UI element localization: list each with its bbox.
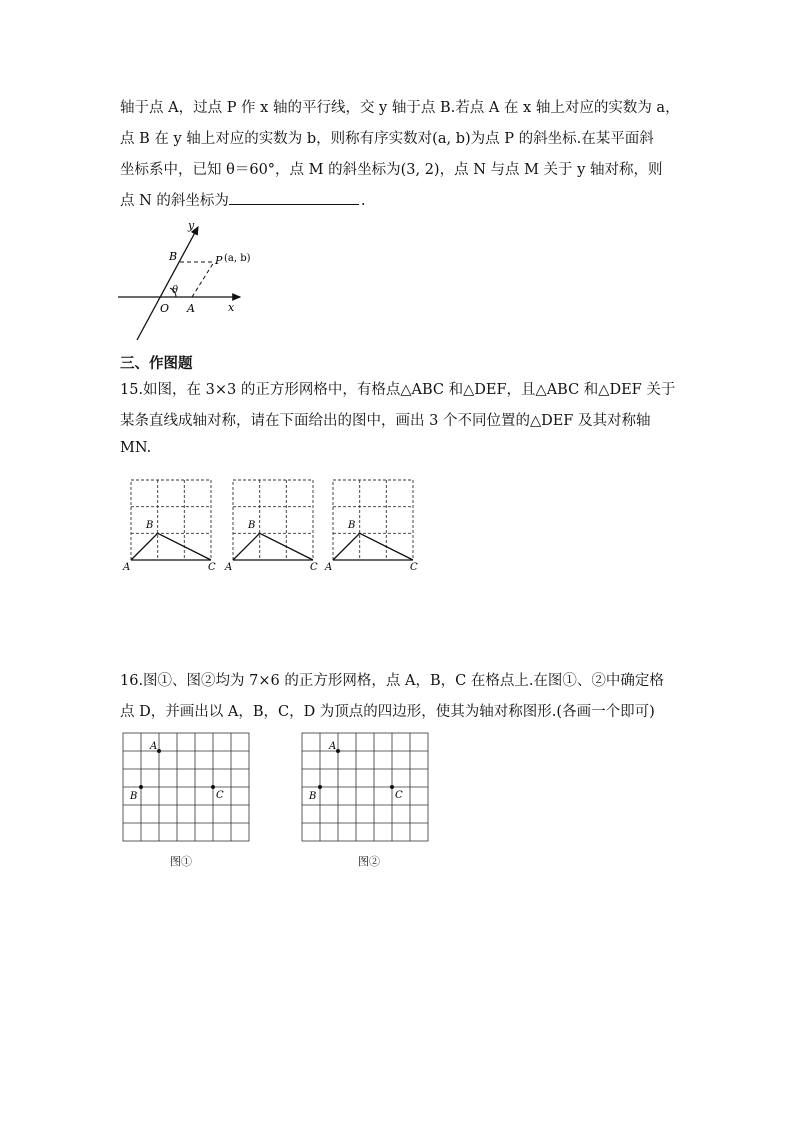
point-b-label: B [169, 250, 178, 263]
fig1-label-a: A [150, 741, 158, 752]
grid1-label-c: C [208, 562, 216, 573]
triangle-abc [233, 533, 313, 560]
problem15-line3: MN. [120, 440, 152, 456]
grid2-label-a: A [225, 562, 233, 573]
problem14-line3: 坐标系中，已知 θ＝60°，点 M 的斜坐标为(3, 2)，点 N 与点 M 关于 y 轴对称，则 [120, 162, 663, 178]
fig2-label-b: B [309, 791, 317, 802]
point-p-label: P [215, 254, 223, 267]
triangle-abc [333, 533, 413, 560]
problem14-line4 [120, 189, 366, 210]
problem16-line1: 16.图①、图②均为 7×6 的正方形网格，点 A，B，C 在格点上.在图①、②中确定格 [120, 673, 664, 689]
y-axis-label: y [188, 219, 195, 232]
point-c-dot [211, 785, 215, 789]
problem16-line2: 点 D，并画出以 A，B，C，D 为顶点的四边形，使其为轴对称图形.(各画一个即可) [120, 704, 655, 720]
triangle-grid-1 [122, 476, 222, 574]
point-b-dot [139, 785, 143, 789]
point-a-dot [336, 749, 340, 753]
figure1-caption: 图① [170, 855, 192, 868]
triangle-grid-3 [324, 476, 424, 574]
point-c-dot [390, 785, 394, 789]
grid3-label-c: C [410, 562, 418, 573]
point-b-dot [318, 785, 322, 789]
problem15-line2: 某条直线成轴对称，请在下面给出的图中，画出 3 个不同位置的△DEF 及其对称轴 [120, 413, 651, 429]
grid2-label-b: B [248, 520, 256, 531]
section-title: 三、作图题 [120, 355, 193, 372]
quadrilateral-grid-1 [118, 728, 258, 850]
quadrilateral-grid-2 [297, 728, 437, 850]
fig2-label-c: C [395, 790, 403, 801]
fig2-label-a: A [329, 741, 337, 752]
problem14-line2: 点 B 在 y 轴上对应的实数为 b，则称有序实数对(a, b)为点 P 的斜坐标.在某平面斜 [120, 131, 654, 147]
problem15-line1: 15.如图，在 3×3 的正方形网格中，有格点△ABC 和△DEF，且△ABC 和△DEF 关于 [120, 382, 676, 398]
grid1-label-b: B [146, 520, 154, 531]
oblique-axes-figure [110, 215, 280, 345]
grid1-label-a: A [123, 562, 131, 573]
triangle-grid-2 [224, 476, 324, 574]
grid3-label-a: A [325, 562, 333, 573]
problem14-line4-prefix: 点 N 的斜坐标为 [120, 193, 229, 209]
origin-label: O [160, 302, 170, 315]
answer-blank[interactable] [229, 190, 359, 205]
grid2-label-c: C [310, 562, 318, 573]
x-axis-label: x [228, 301, 235, 314]
fig1-label-c: C [216, 790, 224, 801]
figure2-caption: 图② [358, 855, 380, 868]
fig1-label-b: B [130, 791, 138, 802]
triangle-abc [131, 533, 211, 560]
problem14-line1: 轴于点 A，过点 P 作 x 轴的平行线，交 y 轴于点 B.若点 A 在 x 轴上对应的实数为 a， [120, 100, 680, 116]
y-axis [137, 227, 198, 340]
grid3-label-b: B [348, 520, 356, 531]
point-a-label: A [187, 302, 195, 315]
theta-label: θ [172, 285, 179, 296]
dashed-line-ap [192, 262, 214, 297]
point-a-dot [157, 749, 161, 753]
problem14-line4-suffix: . [360, 193, 366, 209]
point-p-coords: (a, b) [224, 253, 251, 264]
